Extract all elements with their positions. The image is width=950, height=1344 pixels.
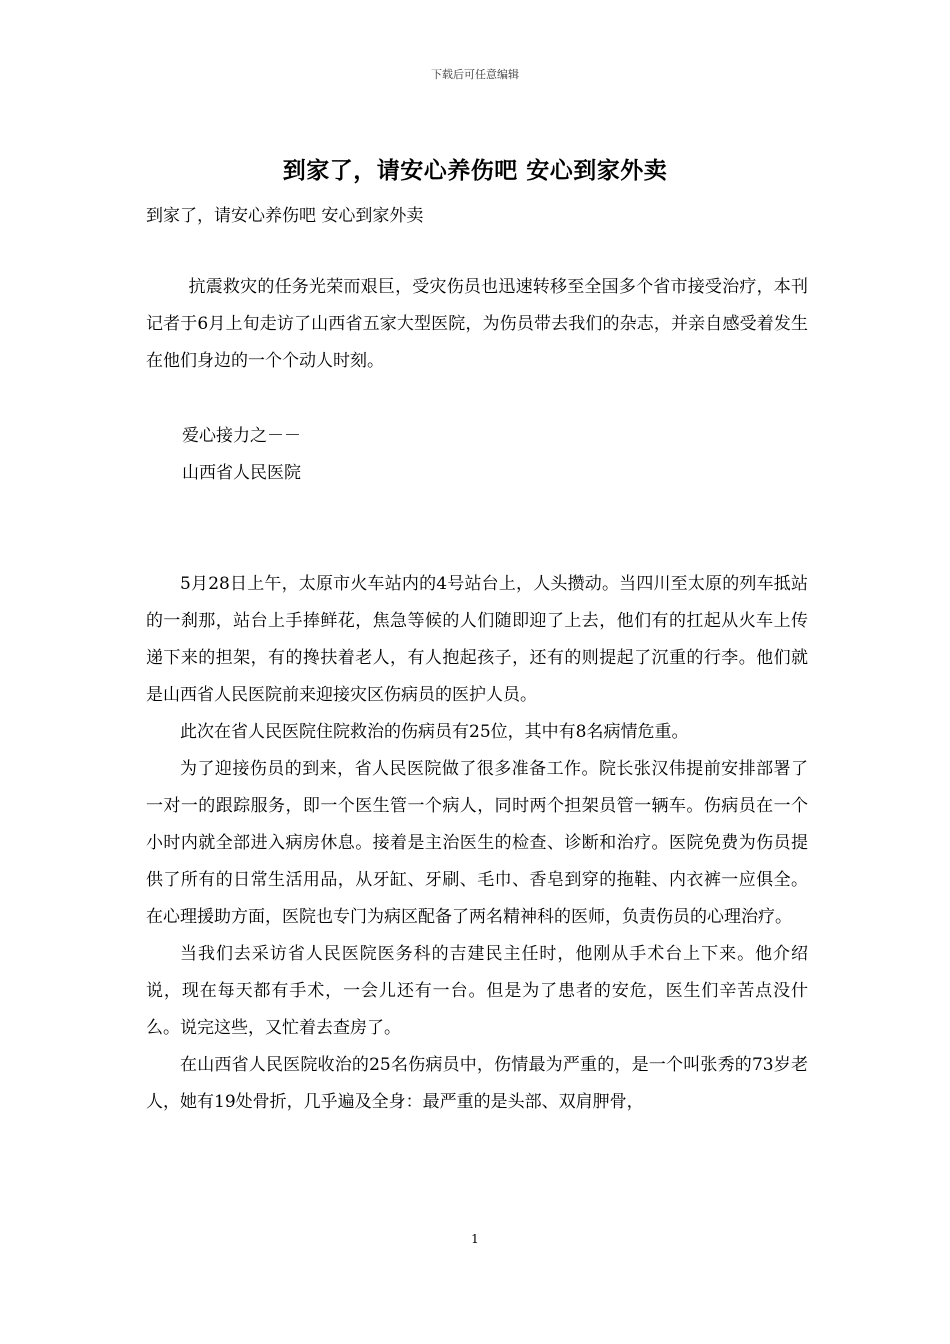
intro-block <box>146 269 808 380</box>
article-body <box>146 566 808 1121</box>
body-paragraph: 为了迎接伤员的到来，省人民医院做了很多准备工作。院长张汉伟提前安排部署了一对一的跟踪服务，即一个医生管一个病人，同时两个担架员管一辆车。伤病员在一个小时内就全部进入病房休息。接着是主治医生的检查、诊断和治疗。医院免费为伤员提供了所有的日常生活用品，从牙缸、牙刷、毛巾、香皂到穿的拖鞋、内衣裤一应俱全。在心理援助方面，医院也专门为病区配备了两名精神科的医师，负责伤员的心理治疗。 <box>146 759 808 927</box>
document-subtitle: 到家了，请安心养伤吧 安心到家外卖 <box>146 206 424 226</box>
section-label-1: 爱心接力之－－ <box>182 426 301 446</box>
header-note: 下载后可任意编辑 <box>431 68 519 81</box>
body-paragraph: 此次在省人民医院住院救治的伤病员有25位，其中有8名病情危重。 <box>180 722 689 742</box>
section-label-2: 山西省人民医院 <box>182 463 301 483</box>
body-paragraph: 在山西省人民医院收治的25名伤病员中，伤情最为严重的，是一个叫张秀的73岁老人，她有19处骨折，几乎遍及全身：最严重的是头部、双肩胛骨， <box>146 1055 808 1112</box>
body-paragraph: 5月28日上午，太原市火车站内的4号站台上，人头攒动。当四川至太原的列车抵站的一刹那，站台上手捧鲜花，焦急等候的人们随即迎了上去，他们有的扛起从火车上传递下来的担架，有的搀扶着老人，有人抱起孩子，还有的则提起了沉重的行李。他们就是山西省人民医院前来迎接灾区伤病员的医护人员。 <box>146 574 808 705</box>
body-paragraph: 当我们去采访省人民医院医务科的吉建民主任时，他刚从手术台上下来。他介绍说，现在每天都有手术，一会儿还有一台。但是为了患者的安危，医生们辛苦点没什么。说完这些，又忙着去查房了。 <box>146 944 808 1038</box>
page-number: 1 <box>471 1232 479 1246</box>
intro-paragraph: 抗震救灾的任务光荣而艰巨，受灾伤员也迅速转移至全国多个省市接受治疗，本刊记者于6月上旬走访了山西省五家大型医院，为伤员带去我们的杂志，并亲自感受着发生在他们身边的一个个动人时刻。 <box>146 277 808 371</box>
document-title: 到家了，请安心养伤吧 安心到家外卖 <box>282 157 668 184</box>
